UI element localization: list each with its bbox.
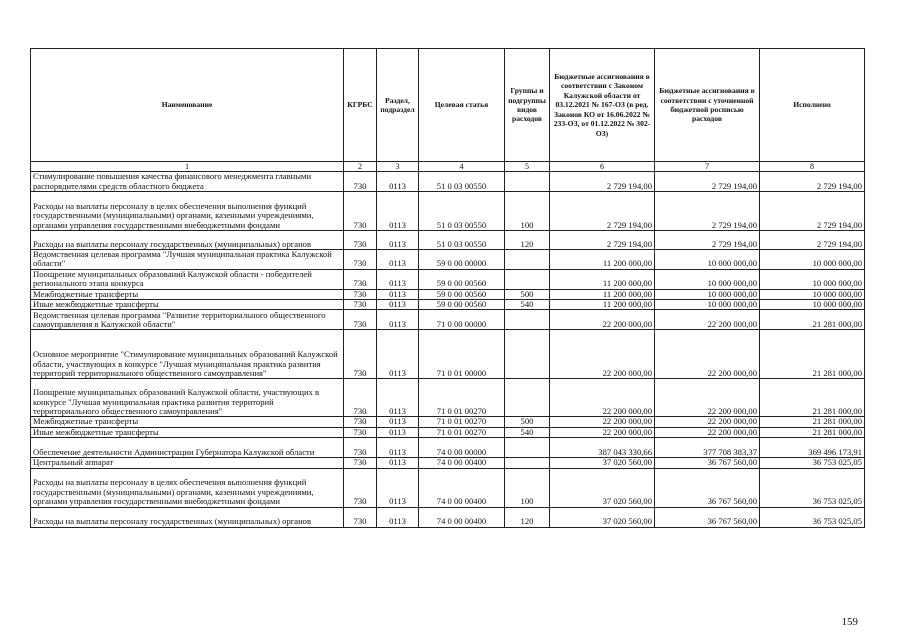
- row-law: 37 020 560,00: [550, 507, 655, 527]
- row-section: 0113: [377, 458, 419, 468]
- col-number: 7: [655, 162, 760, 172]
- row-target: 74 0 00 00400: [419, 468, 505, 507]
- row-target: 59 0 00 00000: [419, 250, 505, 270]
- row-group: 120: [505, 231, 550, 250]
- row-executed: 10 000 000,00: [760, 300, 865, 310]
- row-group: [505, 310, 550, 330]
- table-row: [31, 289, 865, 299]
- row-refined: 22 200 000,00: [655, 427, 760, 437]
- row-law: 22 200 000,00: [550, 310, 655, 330]
- row-executed: 36 753 025,05: [760, 507, 865, 527]
- row-section: 0113: [377, 468, 419, 507]
- row-kgrbs: 730: [344, 468, 377, 507]
- row-target: 71 0 00 00000: [419, 310, 505, 330]
- header-row: [31, 49, 865, 162]
- col-number: 3: [377, 162, 419, 172]
- row-law: 11 200 000,00: [550, 250, 655, 270]
- row-law: 22 200 000,00: [550, 427, 655, 437]
- row-executed: 369 496 173,91: [760, 438, 865, 458]
- row-kgrbs: 730: [344, 458, 377, 468]
- row-target: 51 0 03 00550: [419, 192, 505, 231]
- header-law: Бюджетные ассигнования в соответствии с Законом Калужской области от 03.12.2021 № 167-ОЗ (в ред. Законов КО от 16.06.2022 № 233-ОЗ, от 01.12.2022 № 302-ОЗ): [550, 49, 655, 162]
- header-section: Раздел, подраздел: [377, 49, 419, 162]
- row-target: 51 0 03 00550: [419, 172, 505, 192]
- row-group: 540: [505, 300, 550, 310]
- row-group: [505, 172, 550, 192]
- row-name: Расходы на выплаты персоналу в целях обеспечения выполнения функций государственными (муниципальными) органами, казенными учреждениями, органами управления государственными внебюджетными фондами: [31, 192, 344, 231]
- row-kgrbs: 730: [344, 269, 377, 289]
- col-number: 2: [344, 162, 377, 172]
- row-law: 22 200 000,00: [550, 379, 655, 417]
- row-name: Поощрение муниципальных образований Калужской области - победителей регионального этапа конкурса: [31, 269, 344, 289]
- row-refined: 10 000 000,00: [655, 269, 760, 289]
- row-refined: 22 200 000,00: [655, 417, 760, 427]
- row-group: [505, 438, 550, 458]
- table-row: [31, 507, 865, 527]
- row-kgrbs: 730: [344, 427, 377, 437]
- row-law: 37 020 560,00: [550, 458, 655, 468]
- row-kgrbs: 730: [344, 417, 377, 427]
- row-executed: 36 753 025,05: [760, 468, 865, 507]
- row-name: Межбюджетные трансферты: [31, 289, 344, 299]
- row-law: 22 200 000,00: [550, 417, 655, 427]
- row-refined: 2 729 194,00: [655, 192, 760, 231]
- header-target: Целевая статья: [419, 49, 505, 162]
- row-executed: 2 729 194,00: [760, 172, 865, 192]
- row-section: 0113: [377, 507, 419, 527]
- row-section: 0113: [377, 289, 419, 299]
- row-target: 59 0 00 00560: [419, 300, 505, 310]
- row-law: 11 200 000,00: [550, 289, 655, 299]
- row-name: Обеспечение деятельности Администрации Губернатора Калужской области: [31, 438, 344, 458]
- row-name: Поощрение муниципальных образований Калужской области, участвующих в конкурсе "Лучшая муниципальная практика развития территорий территориального общественного самоуправления": [31, 379, 344, 417]
- row-refined: 2 729 194,00: [655, 231, 760, 250]
- row-kgrbs: 730: [344, 330, 377, 379]
- row-refined: 10 000 000,00: [655, 250, 760, 270]
- table-row: [31, 172, 865, 192]
- row-group: 100: [505, 468, 550, 507]
- col-number: 5: [505, 162, 550, 172]
- row-target: 74 0 00 00400: [419, 507, 505, 527]
- table-row: [31, 468, 865, 507]
- row-law: 37 020 560,00: [550, 468, 655, 507]
- row-section: 0113: [377, 417, 419, 427]
- row-executed: 2 729 194,00: [760, 231, 865, 250]
- row-group: [505, 379, 550, 417]
- col-number: 6: [550, 162, 655, 172]
- row-executed: 10 000 000,00: [760, 289, 865, 299]
- row-group: 120: [505, 507, 550, 527]
- row-section: 0113: [377, 231, 419, 250]
- row-law: 387 043 330,66: [550, 438, 655, 458]
- row-target: 74 0 00 00000: [419, 438, 505, 458]
- row-executed: 10 000 000,00: [760, 269, 865, 289]
- col-number: 1: [31, 162, 344, 172]
- row-executed: 10 000 000,00: [760, 250, 865, 270]
- table-row: [31, 458, 865, 468]
- column-number-row: [31, 162, 865, 172]
- row-name: Иные межбюджетные трансферты: [31, 427, 344, 437]
- row-target: 59 0 00 00560: [419, 289, 505, 299]
- header-executed: Исполнено: [760, 49, 865, 162]
- row-executed: 36 753 025,05: [760, 458, 865, 468]
- table-row: [31, 300, 865, 310]
- row-section: 0113: [377, 192, 419, 231]
- row-refined: 377 708 383,37: [655, 438, 760, 458]
- header-group: Группы и подгруппы видов расходов: [505, 49, 550, 162]
- table-row: [31, 417, 865, 427]
- row-refined: 10 000 000,00: [655, 300, 760, 310]
- row-section: 0113: [377, 427, 419, 437]
- row-section: 0113: [377, 300, 419, 310]
- row-executed: 21 281 000,00: [760, 417, 865, 427]
- row-law: 2 729 194,00: [550, 192, 655, 231]
- row-group: 100: [505, 192, 550, 231]
- row-name: Расходы на выплаты персоналу государственных (муниципальных) органов: [31, 231, 344, 250]
- row-executed: 21 281 000,00: [760, 330, 865, 379]
- table-row: [31, 250, 865, 270]
- row-kgrbs: 730: [344, 507, 377, 527]
- row-section: 0113: [377, 379, 419, 417]
- row-name: Стимулирование повышения качества финансового менеджмента главными распорядителями средств областного бюджета: [31, 172, 344, 192]
- header-refined: Бюджетные ассигнования в соответствии с уточненной бюджетной росписью расходов: [655, 49, 760, 162]
- row-section: 0113: [377, 438, 419, 458]
- row-group: [505, 330, 550, 379]
- row-name: Центральный аппарат: [31, 458, 344, 468]
- row-executed: 21 281 000,00: [760, 379, 865, 417]
- row-group: 540: [505, 427, 550, 437]
- row-law: 11 200 000,00: [550, 300, 655, 310]
- row-law: 2 729 194,00: [550, 172, 655, 192]
- table-row: [31, 269, 865, 289]
- row-refined: 2 729 194,00: [655, 172, 760, 192]
- table-row: [31, 231, 865, 250]
- row-refined: 36 767 560,00: [655, 468, 760, 507]
- row-kgrbs: 730: [344, 231, 377, 250]
- row-executed: 21 281 000,00: [760, 427, 865, 437]
- row-group: 500: [505, 289, 550, 299]
- row-refined: 22 200 000,00: [655, 330, 760, 379]
- row-target: 71 0 01 00000: [419, 330, 505, 379]
- row-target: 59 0 00 00560: [419, 269, 505, 289]
- row-name: Расходы на выплаты персоналу в целях обеспечения выполнения функций государственными (муниципальными) органами, казенными учреждениями, органами управления государственными внебюджетными фондами: [31, 468, 344, 507]
- row-target: 71 0 01 00270: [419, 427, 505, 437]
- row-target: 51 0 03 00550: [419, 231, 505, 250]
- table-row: [31, 379, 865, 417]
- table-row: [31, 427, 865, 437]
- row-law: 2 729 194,00: [550, 231, 655, 250]
- row-group: [505, 250, 550, 270]
- row-target: 71 0 01 00270: [419, 417, 505, 427]
- row-kgrbs: 730: [344, 310, 377, 330]
- row-kgrbs: 730: [344, 192, 377, 231]
- row-refined: 22 200 000,00: [655, 310, 760, 330]
- row-kgrbs: 730: [344, 379, 377, 417]
- row-executed: 2 729 194,00: [760, 192, 865, 231]
- row-kgrbs: 730: [344, 250, 377, 270]
- row-refined: 10 000 000,00: [655, 289, 760, 299]
- row-group: [505, 269, 550, 289]
- row-kgrbs: 730: [344, 289, 377, 299]
- row-name: Основное мероприятие "Стимулирование муниципальных образований Калужской области, участвующих в конкурсе "Лучшая муниципальная практика развития территорий территориального общественного самоуправления": [31, 330, 344, 379]
- table-row: [31, 438, 865, 458]
- row-refined: 36 767 560,00: [655, 507, 760, 527]
- table-row: [31, 310, 865, 330]
- row-group: 500: [505, 417, 550, 427]
- row-group: [505, 458, 550, 468]
- page-number: 159: [841, 616, 858, 628]
- row-target: 74 0 00 00400: [419, 458, 505, 468]
- row-section: 0113: [377, 330, 419, 379]
- row-section: 0113: [377, 250, 419, 270]
- col-number: 4: [419, 162, 505, 172]
- row-kgrbs: 730: [344, 438, 377, 458]
- header-name: Наименование: [31, 49, 344, 162]
- row-kgrbs: 730: [344, 300, 377, 310]
- header-kgrbs: КГРБС: [344, 49, 377, 162]
- row-name: Расходы на выплаты персоналу государственных (муниципальных) органов: [31, 507, 344, 527]
- col-number: 8: [760, 162, 865, 172]
- row-executed: 21 281 000,00: [760, 310, 865, 330]
- row-refined: 36 767 560,00: [655, 458, 760, 468]
- row-target: 71 0 01 00270: [419, 379, 505, 417]
- budget-table: [30, 48, 865, 528]
- row-section: 0113: [377, 269, 419, 289]
- row-name: Ведомственная целевая программа "Лучшая муниципальная практика Калужской области": [31, 250, 344, 270]
- row-kgrbs: 730: [344, 172, 377, 192]
- row-name: Межбюджетные трансферты: [31, 417, 344, 427]
- row-section: 0113: [377, 310, 419, 330]
- row-name: Ведомственная целевая программа "Развитие территориального общественного самоуправления в Калужской области": [31, 310, 344, 330]
- row-name: Иные межбюджетные трансферты: [31, 300, 344, 310]
- row-law: 22 200 000,00: [550, 330, 655, 379]
- table-row: [31, 330, 865, 379]
- row-law: 11 200 000,00: [550, 269, 655, 289]
- table-row: [31, 192, 865, 231]
- row-section: 0113: [377, 172, 419, 192]
- row-refined: 22 200 000,00: [655, 379, 760, 417]
